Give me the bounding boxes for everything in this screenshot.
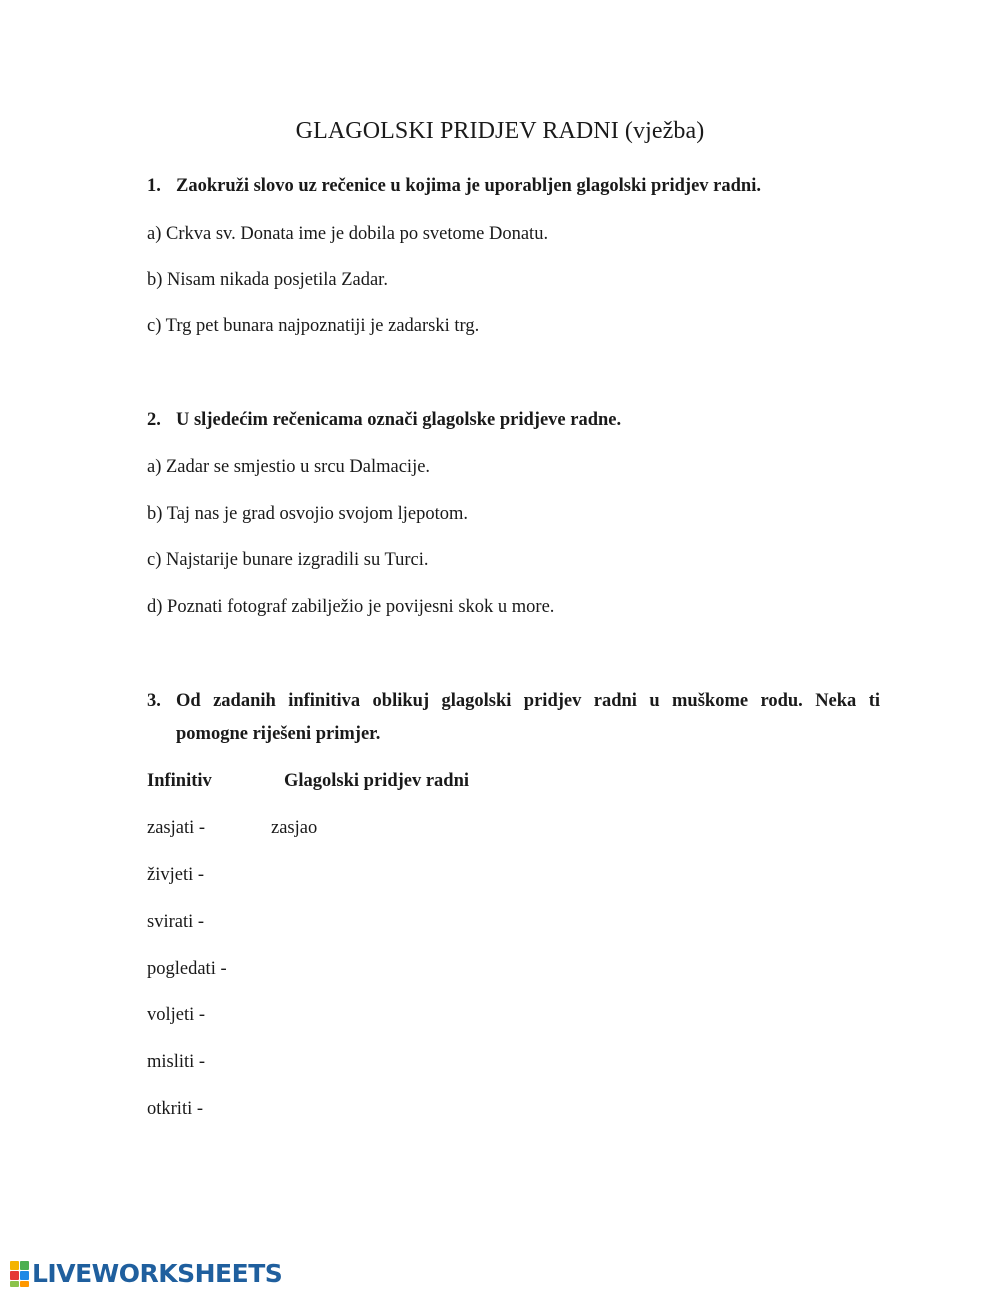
logo-square [10, 1261, 19, 1270]
logo-square [20, 1271, 29, 1280]
question-2-heading [0, 410, 1000, 434]
liveworksheets-logo[interactable] [10, 1261, 282, 1287]
question-1-item-c: c) Trg pet bunara najpoznatiji je zadarski trg. [147, 316, 480, 336]
column-header-infinitive: Infinitiv [147, 771, 212, 791]
infinitive-row: misliti - [147, 1052, 206, 1072]
question-2-text: U sljedećim rečenicama označi glagolske pridjeve radne. [176, 410, 622, 430]
question-2-item-b: b) Taj nas je grad osvojio svojom ljepotom. [147, 504, 469, 524]
liveworksheets-logo-icon [10, 1261, 29, 1287]
question-2-item-a: a) Zadar se smjestio u srcu Dalmacije. [147, 457, 431, 477]
question-2-item-c: c) Najstarije bunare izgradili su Turci. [147, 550, 429, 570]
question-3-heading [0, 691, 1000, 751]
infinitive-row: živjeti - [147, 865, 205, 885]
logo-square [20, 1261, 29, 1270]
question-1-item-a: a) Crkva sv. Donata ime je dobila po svetome Donatu. [147, 224, 549, 244]
infinitive-row: zasjati - [147, 818, 206, 838]
infinitive-row: pogledati - [147, 959, 227, 979]
logo-square [20, 1281, 29, 1287]
question-2-item-d: d) Poznati fotograf zabilježio je povijesni skok u more. [147, 597, 555, 617]
answer-field: zasjao [271, 818, 318, 838]
question-1-heading [0, 176, 1000, 200]
question-1-text: Zaokruži slovo uz rečenice u kojima je uporabljen glagolski pridjev radni. [176, 176, 761, 196]
question-3-text-line-1: Od zadanih infinitiva oblikuj glagolski pridjev radni u muškome rodu. Neka ti [176, 691, 880, 711]
infinitive-row: svirati - [147, 912, 205, 932]
logo-square [10, 1271, 19, 1280]
question-3-text-line-2: pomogne riješeni primjer. [176, 724, 381, 744]
column-header-participle: Glagolski pridjev radni [284, 771, 470, 791]
infinitive-row: otkriti - [147, 1099, 204, 1119]
question-3-number: 3. [147, 691, 161, 711]
question-2-number: 2. [147, 410, 161, 430]
infinitive-row: voljeti - [147, 1005, 206, 1025]
logo-square [10, 1281, 19, 1287]
liveworksheets-logo-text: LIVEWORKSHEETS [32, 1259, 283, 1288]
page-title: GLAGOLSKI PRIDJEV RADNI (vježba) [295, 118, 705, 144]
question-1-item-b: b) Nisam nikada posjetila Zadar. [147, 270, 388, 290]
question-1-number: 1. [147, 176, 161, 196]
